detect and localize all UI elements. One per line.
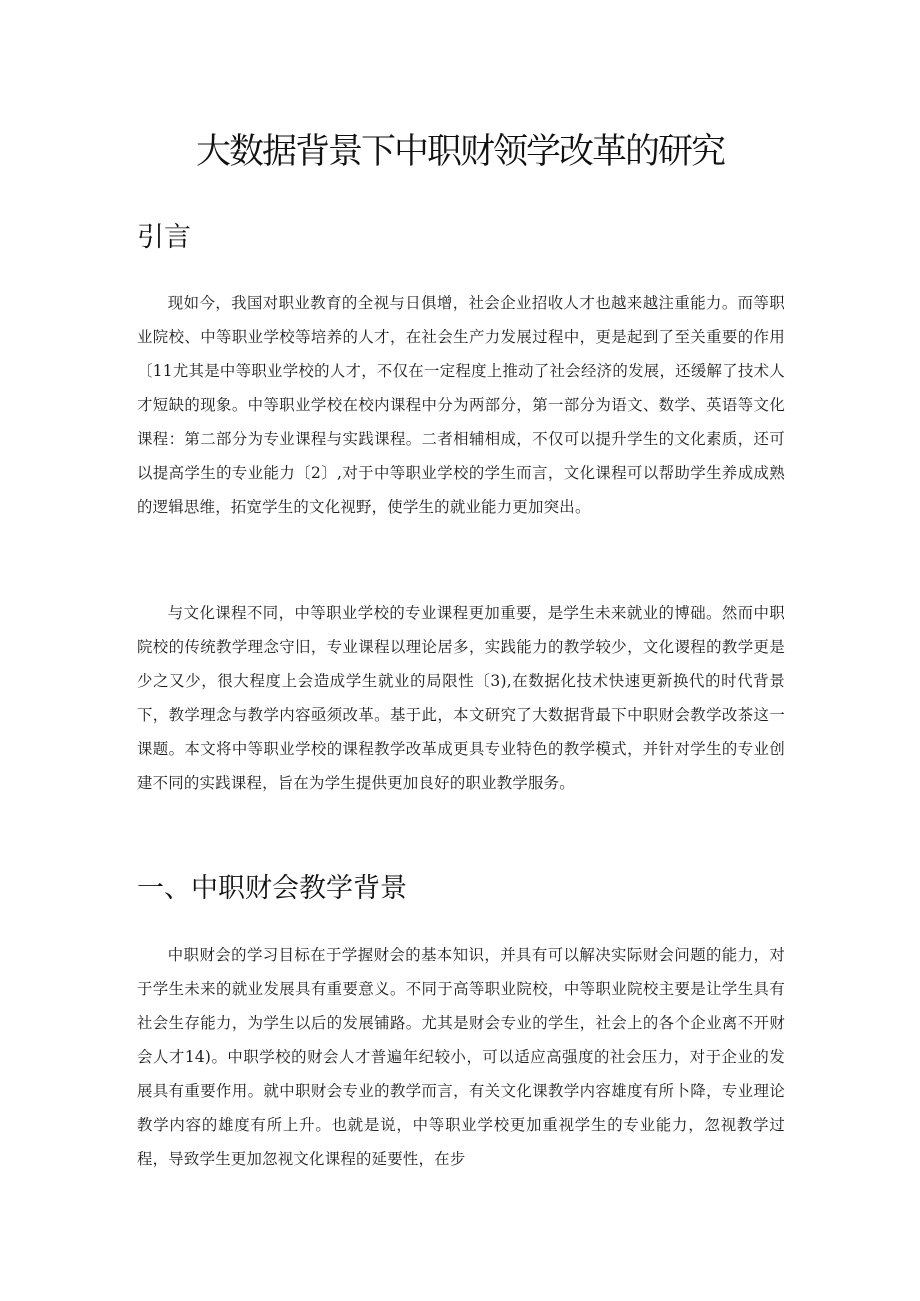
paragraph-intro-2: 与文化课程不同，中等职业学校的专业课程更加重要，是学生未来就业的博础。然而中职院校的传统教学理念守旧，专业课程以理论居多，实践能力的教学较少，文化谡程的教学更是少之又少，很大程度上会造成学生就业的局限性〔3),在数据化技术快速更新换代的时代背景下，教学理念与教学内容亟须改革。基于此，本文研究了大数据背最下中职财会教学改茶这一课题。本文将中等职业学校的课程教学改革成更具专业特色的教学模式，并针对学生的专业创建不同的实践课程，旨在为学生提供更加良好的职业教学服务。	[137, 604, 785, 792]
document-title: 大数据背景下中职财领学改革的研究	[195, 132, 724, 172]
section-heading-introduction: 引言	[137, 222, 191, 253]
section-heading-background: 一、中职财会教学背景	[137, 873, 407, 904]
paragraph-background-1: 中职财会的学习目标在于学握财会的基本知识，并具有可以解决实际财会问题的能力，对于学生未来的就业发展具有重要意义。不同于高等职业院校，中等职业院校主要是让学生具有社会生存能力，为学生以后的发展铺路。尤其是财会专业的学生，社会上的各个企业离不开财会人才14)。中职学校的财会人才普遍年纪较小，可以适应高强度的社会压力，对于企业的发展具有重要作用。就中职财会专业的教学而言，有关文化课教学内容雄度有所卜降，专业理论教学内容的雄度有所上升。也就是说，中等职业学校更加重视学生的专业能力，忽视教学过程，导致学生更加忽视文化课程的延要性，在步	[137, 946, 785, 1168]
paragraph-intro-1: 现如今，我国对职业教育的全视与日俱增，社会企业招收人才也越来越注重能力。而等职业院校、中等职业学校等培养的人才，在社会生产力发展过程中，更是起到了至关重要的作用〔11尤其是中等职业学校的人才，不仅在一定程度上推动了社会经济的发展，还缓解了技术人才短缺的现象。中等职业学校在校内课程中分为两部分，第一部分为语文、数学、英语等文化课程：第二部分为专业课程与实践课程。二者相辅相成，不仅可以提升学生的文化素质，还可以提高学生的专业能力〔2〕,对于中等职业学校的学生而言，文化课程可以帮助学生养成成熟的逻辑思维，拓宽学生的文化视野，使学生的就业能力更加突出。	[137, 294, 785, 516]
